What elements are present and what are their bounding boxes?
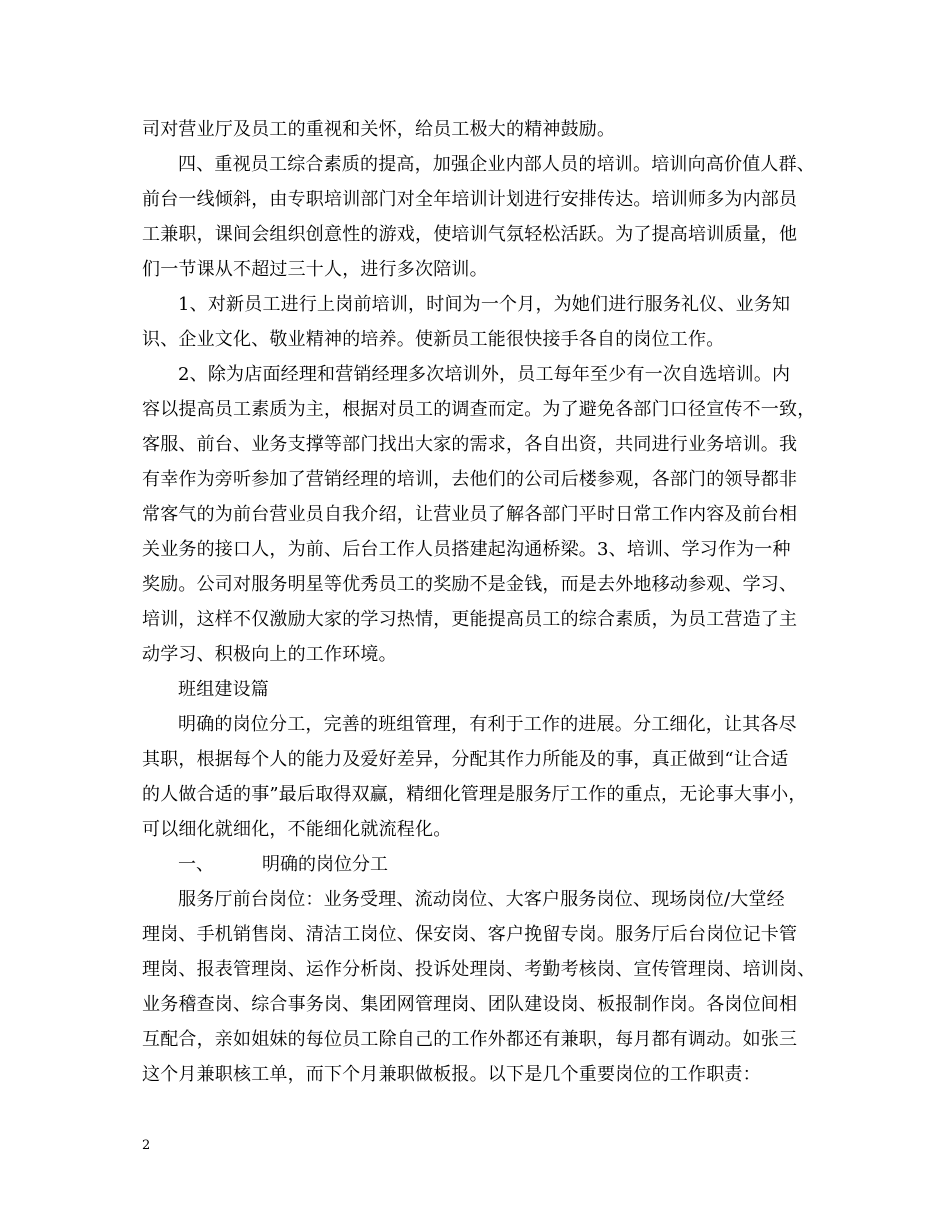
subheading-title: 明确的岗位分工 <box>262 854 388 875</box>
paragraph-line: 有幸作为旁听参加了营销经理的培训，去他们的公司后楼参观，各部门的领导都非 <box>142 469 798 490</box>
paragraph-line: 司对营业厅及员工的重视和关怀，给员工极大的精神鼓励。 <box>142 119 616 140</box>
subheading-number: 一、 <box>178 854 214 875</box>
paragraph-line: 可以细化就细化，不能细化就流程化。 <box>142 819 452 840</box>
paragraph-line: 奖励。公司对服务明星等优秀员工的奖励不是金钱，而是去外地移动参观、学习、 <box>142 574 798 595</box>
paragraph-line: 们一节课从不超过三十人，进行多次陪训。 <box>142 259 488 280</box>
section-title: 班组建设篇 <box>178 679 269 700</box>
paragraph-line: 培训，这样不仅激励大家的学习热情，更能提高员工的综合素质，为员工营造了主 <box>142 609 798 630</box>
paragraph-line: 服务厅前台岗位：业务受理、流动岗位、大客户服务岗位、现场岗位/大堂经 <box>178 889 785 910</box>
paragraph-line: 1、对新员工进行上岗前培训，时间为一个月，为她们进行服务礼仪、业务知 <box>178 294 791 315</box>
paragraph-line: 明确的岗位分工，完善的班组管理，有利于工作的进展。分工细化，让其各尽 <box>178 714 797 735</box>
paragraph-line: 客服、前台、业务支撑等部门找出大家的需求，各自出资，共同进行业务培训。我 <box>142 434 798 455</box>
paragraph-line: 理岗、手机销售岗、清洁工岗位、保安岗、客户挽留专岗。服务厅后台岗位记卡管 <box>142 924 798 945</box>
paragraph-line: 理岗、报表管理岗、运作分析岗、投诉处理岗、考勤考核岗、宣传管理岗、培训岗、 <box>142 959 816 980</box>
paragraph-line: 工兼职，课间会组织创意性的游戏，使培训气氛轻松活跃。为了提高培训质量，他 <box>142 224 798 245</box>
paragraph-line: 2、除为店面经理和营销经理多次培训外，员工每年至少有一次自选培训。内 <box>178 364 791 385</box>
paragraph-line: 的人做合适的事”最后取得双赢，精细化管理是服务厅工作的重点，无论事大事小， <box>142 784 807 805</box>
paragraph-line: 业务稽查岗、综合事务岗、集团网管理岗、团队建设岗、板报制作岗。各岗位间相 <box>142 994 798 1015</box>
paragraph-line: 互配合，亲如姐妹的每位员工除自己的工作外都还有兼职，每月都有调动。如张三 <box>142 1029 798 1050</box>
paragraph-line: 其职，根据每个人的能力及爱好差异，分配其作力所能及的事，真正做到“让合适 <box>142 749 789 770</box>
paragraph-line: 关业务的接口人，为前、后台工作人员搭建起沟通桥梁。3、培训、学习作为一种 <box>142 539 791 560</box>
paragraph-line: 四、重视员工综合素质的提高，加强企业内部人员的培训。培训向高价值人群、 <box>178 154 815 175</box>
paragraph-line: 常客气的为前台营业员自我介绍，让营业员了解各部门平时日常工作内容及前台相 <box>142 504 798 525</box>
paragraph-line: 识、企业文化、敬业精神的培养。使新员工能很快接手各自的岗位工作。 <box>142 329 725 350</box>
paragraph-line: 前台一线倾斜，由专职培训部门对全年培训计划进行安排传达。培训师多为内部员 <box>142 189 798 210</box>
page-number: 2 <box>142 1138 151 1153</box>
paragraph-line: 这个月兼职核工单，而下个月兼职做板报。以下是几个重要岗位的工作职责： <box>142 1064 761 1085</box>
paragraph-line: 容以提高员工素质为主，根据对员工的调查而定。为了避免各部门口径宣传不一致， <box>142 399 816 420</box>
paragraph-line: 动学习、积极向上的工作环境。 <box>142 644 397 665</box>
